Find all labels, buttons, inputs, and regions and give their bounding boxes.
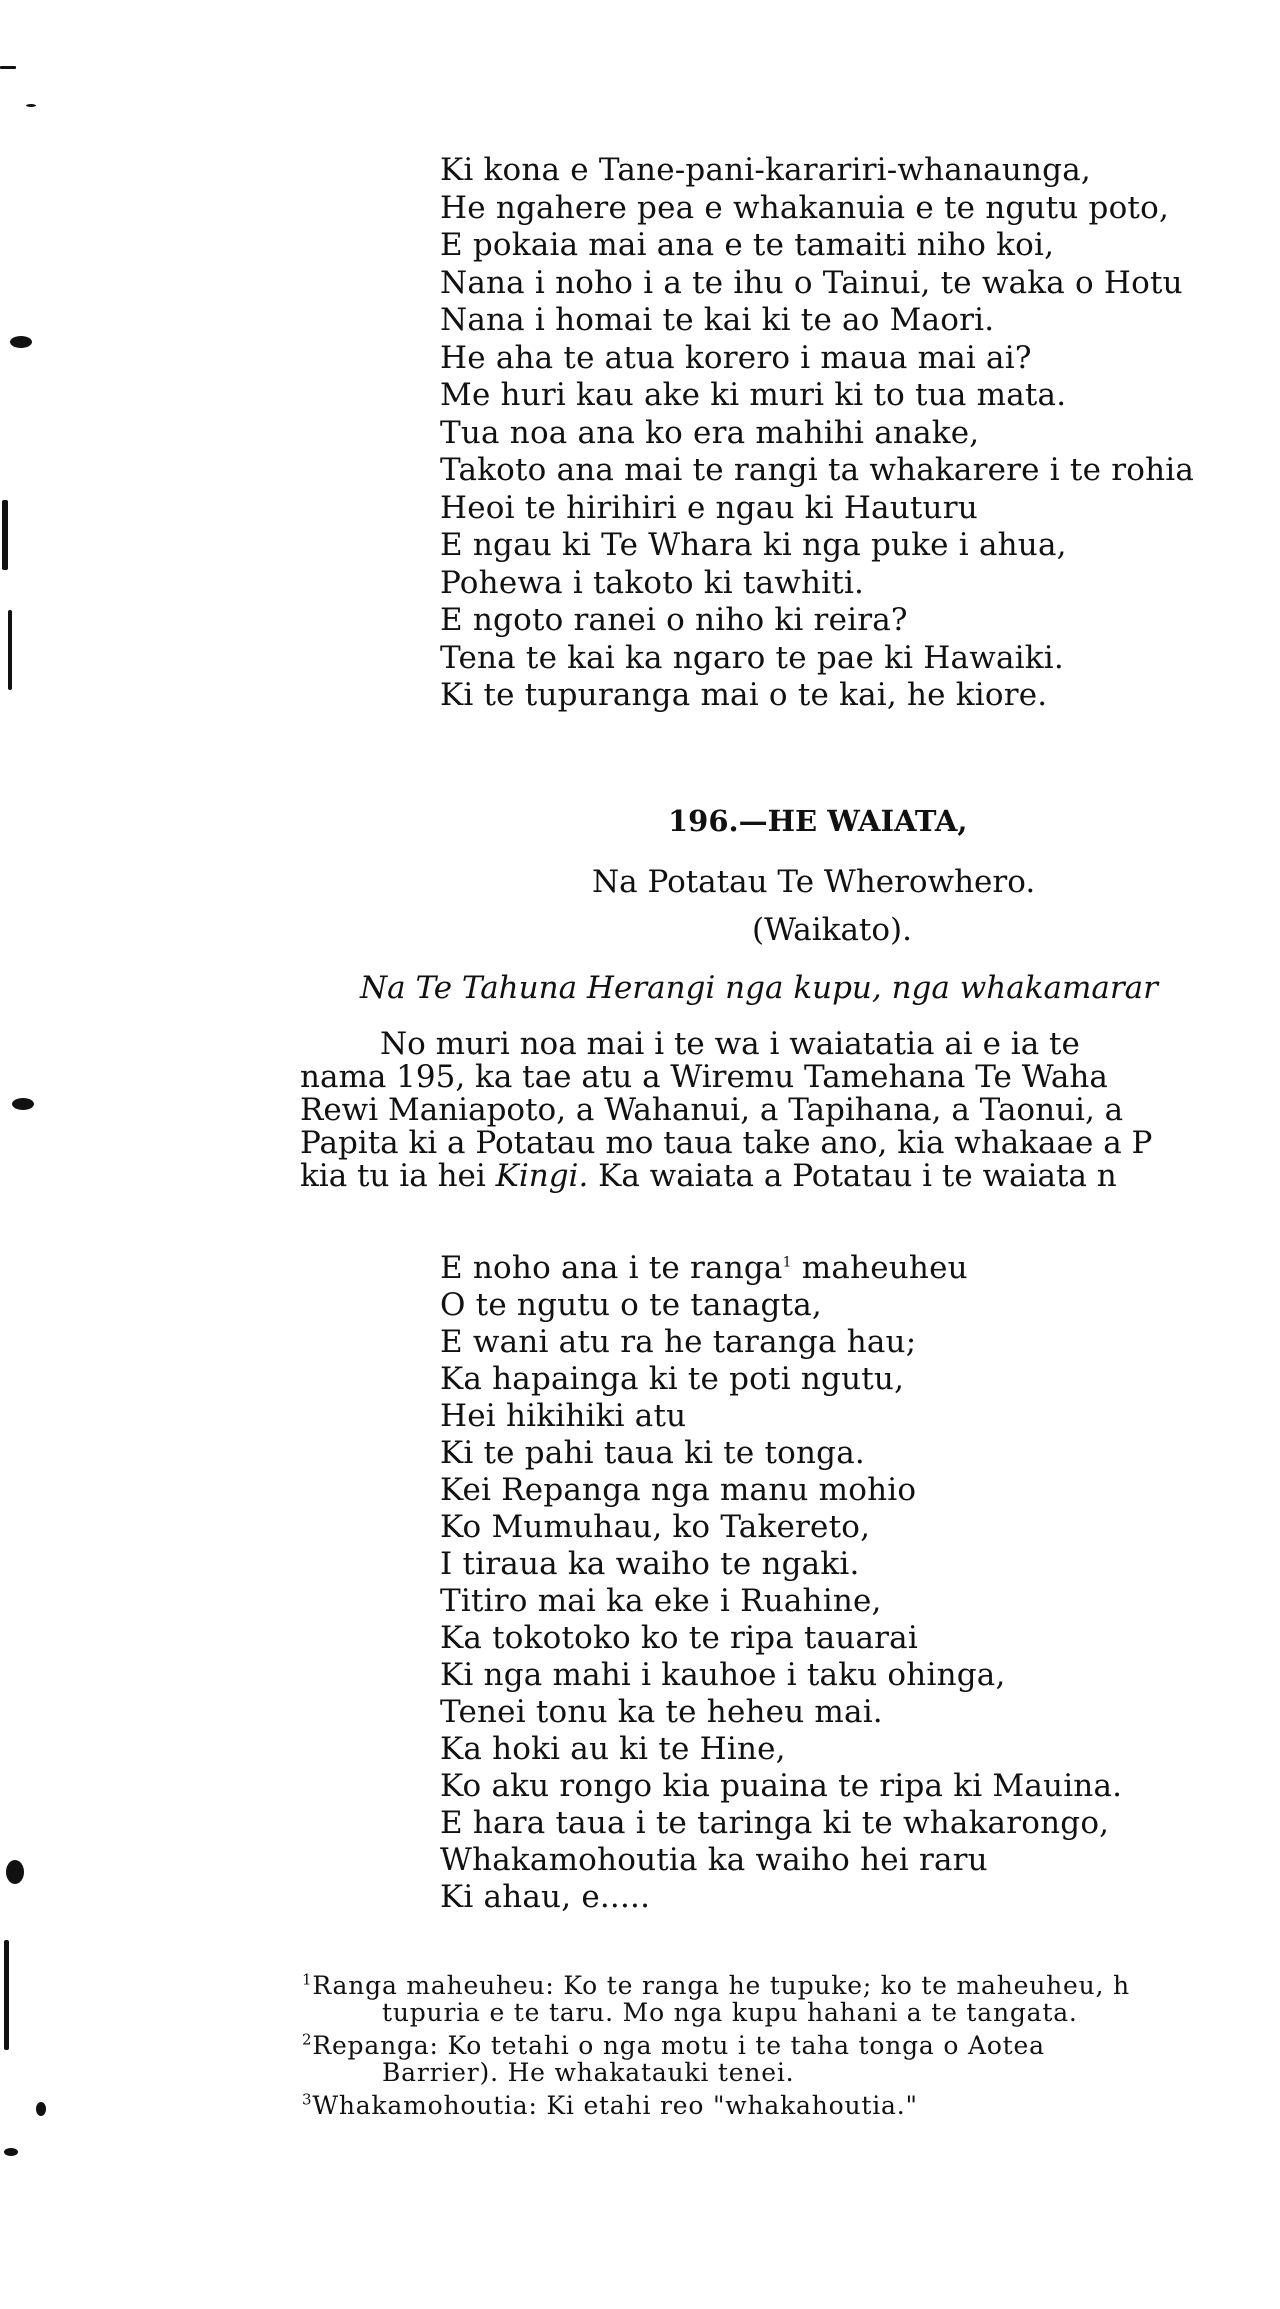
footnote (302, 1972, 1130, 2026)
poem-line: Whakamohoutia ka waiho hei raru (440, 1842, 988, 1878)
poem-line: E wani atu ra he taranga hau; (440, 1324, 917, 1360)
scan-mark (26, 104, 36, 107)
footnote (302, 2032, 1130, 2086)
poem-line: E ngoto ranei o niho ki reira? (440, 602, 908, 638)
poem-line: E ngau ki Te Whara ki nga puke i ahua, (440, 527, 1067, 563)
footnote-mark: 3 (302, 2090, 313, 2109)
prose-line: No muri noa mai i te wa i waiatatia ai e ia te (380, 1026, 1080, 1062)
poem-main (440, 1250, 1122, 1916)
footnote-mark: 1 (302, 1970, 313, 1989)
prose-italic: Kingi. (495, 1158, 589, 1194)
scan-mark (12, 1098, 34, 1110)
song-number-title: 196.—HE WAIATA, (668, 804, 968, 838)
prose-line (300, 1160, 1152, 1193)
prose-line: nama 195, ka tae atu a Wiremu Tamehana Te Waha (300, 1059, 1108, 1095)
poem-line: E pokaia mai ana e te tamaiti niho koi, (440, 227, 1055, 263)
poem-line (440, 1250, 1122, 1287)
scan-mark (6, 1860, 24, 1884)
poem-line: Ki te tupuranga mai o te kai, he kiore. (440, 677, 1048, 713)
poem-line: O te ngutu o te tanagta, (440, 1287, 822, 1323)
poem-line: Nana i noho i a te ihu o Tainui, te waka o Hotu (440, 264, 1183, 301)
poem-line: Ka tokotoko ko te ripa tauarai (440, 1620, 918, 1656)
poem-text: maheuheu (791, 1250, 968, 1286)
prose-text: kia tu ia hei (300, 1158, 496, 1194)
poem-line: Ki nga mahi i kauhoe i taku ohinga, (440, 1657, 1006, 1693)
poem-line: Ki ahau, e..... (440, 1879, 651, 1915)
scan-mark (0, 66, 16, 69)
footnote-text: Repanga: Ko tetahi o nga motu i te taha tonga o Aotea (312, 2031, 1045, 2060)
poem-line: Ko aku rongo kia puaina te ripa ki Mauina. (440, 1768, 1123, 1804)
poem-line: Heoi te hirihiri e ngau ki Hauturu (440, 489, 978, 526)
song-credit: Na Te Tahuna Herangi nga kupu, nga whakamarar (360, 970, 1158, 1006)
poem-line: I tiraua ka waiho te ngaki. (440, 1546, 860, 1582)
poem-line: Tua noa ana ko era mahihi anake, (440, 414, 980, 451)
poem-line: Takoto ana mai te rangi ta whakarere i te rohia (440, 452, 1195, 488)
footnote-text: Ranga maheuheu: Ko te ranga he tupuke; ko te maheuheu, h (312, 1971, 1130, 2000)
scan-mark (4, 1940, 9, 2050)
poem-line: Me huri kau ake ki muri ki to tua mata. (440, 377, 1067, 413)
scan-mark (8, 610, 12, 690)
poem-line: Ki te pahi taua ki te tonga. (440, 1435, 865, 1471)
poem-text: E noho ana i te ranga (440, 1250, 783, 1286)
scan-mark (10, 336, 32, 348)
footnote-continuation: Barrier). He whakatauki tenei. (382, 2058, 795, 2087)
scan-mark (2, 500, 8, 570)
footnote-continuation: tupuria e te taru. Mo nga kupu hahani a te tangata. (382, 1998, 1078, 2027)
poem-line: Ko Mumuhau, ko Takereto, (440, 1509, 871, 1545)
footnote-text: Whakamohoutia: Ki etahi reo "whakahoutia." (312, 2091, 918, 2120)
intro-paragraph (300, 1028, 1152, 1193)
poem-line: Nana i homai te kai ki te ao Maori. (440, 302, 995, 338)
footnote (302, 2092, 1130, 2119)
scan-mark (36, 2102, 46, 2116)
poem-line: He ngahere pea e whakanuia e te ngutu poto, (440, 189, 1170, 226)
song-tribe: (Waikato). (752, 912, 912, 948)
poem-line: Pohewa i takoto ki tawhiti. (440, 564, 865, 601)
poem-line: Kei Repanga nga manu mohio (440, 1472, 917, 1508)
song-author: Na Potatau Te Wherowhero. (592, 864, 1036, 900)
footnote-mark: 2 (302, 2030, 313, 2049)
poem-line: Titiro mai ka eke i Ruahine, (440, 1583, 882, 1619)
poem-line: Ka hoki au ki te Hine, (440, 1731, 786, 1767)
poem-line: Ka hapainga ki te poti ngutu, (440, 1361, 905, 1397)
poem-continued (440, 152, 1194, 715)
poem-line: E hara taua i te taringa ki te whakarongo, (440, 1805, 1110, 1841)
poem-line: Tenei tonu ka te heheu mai. (440, 1694, 883, 1730)
scan-mark (4, 2148, 18, 2156)
prose-line: Papita ki a Potatau mo taua take ano, kia whakaae a P (300, 1125, 1153, 1161)
poem-line: Hei hikihiki atu (440, 1398, 687, 1434)
prose-line: Rewi Maniapoto, a Wahanui, a Tapihana, a Taonui, a (300, 1092, 1124, 1128)
prose-text: Ka waiata a Potatau i te waiata n (588, 1158, 1117, 1194)
poem-line: Tena te kai ka ngaro te pae ki Hawaiki. (440, 639, 1064, 676)
poem-line: Ki kona e Tane-pani-karariri-whanaunga, (440, 152, 1091, 188)
footnote-ref: 1 (782, 1254, 792, 1271)
footnotes (302, 1972, 1130, 2125)
poem-line: He aha te atua korero i maua mai ai? (440, 339, 1032, 376)
